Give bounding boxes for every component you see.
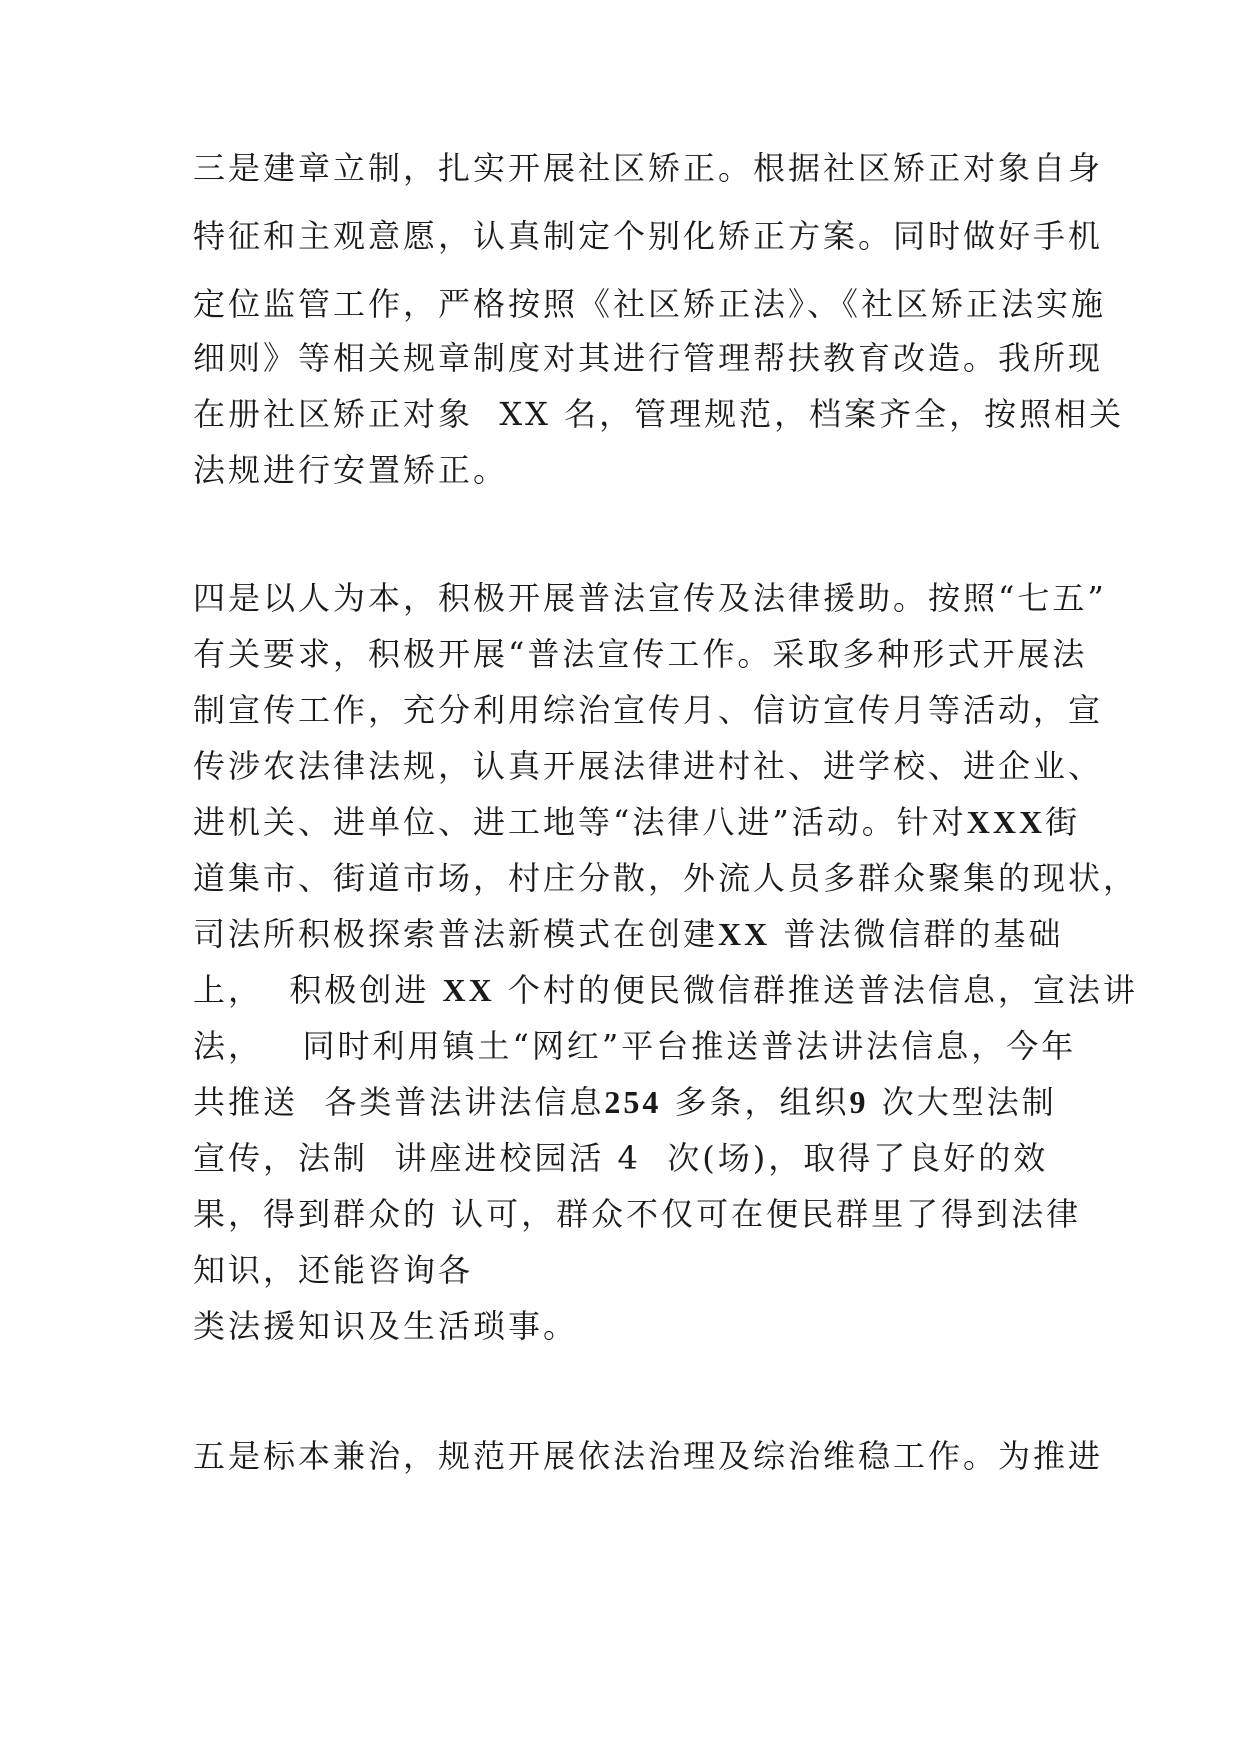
- text-line: 特征和主观意愿，认真制定个别化矫正方案。同时做好手机: [193, 217, 1104, 255]
- text-line: 五是标本兼治，规范开展依法治理及综治维稳工作。为推进: [193, 1437, 1104, 1475]
- text-line: 共推送 各类普法讲法信息254 多条，组织9 次大型法制: [193, 1083, 1057, 1121]
- text-line: 有关要求，积极开展“普法宣传工作。采取多种形式开展法: [193, 635, 1088, 673]
- text-line: 道集市、街道市场，村庄分散，外流人员多群众聚集的现状，: [193, 859, 1139, 897]
- text-line: 制宣传工作，充分利用综治宣传月、信访宣传月等活动，宣: [193, 691, 1104, 729]
- text-line: 三是建章立制，扎实开展社区矫正。根据社区矫正对象自身: [193, 149, 1104, 187]
- text-line: 定位监管工作，严格按照《社区矫正法》、《社区矫正法实施: [193, 285, 1107, 323]
- text-line: 宣传，法制 讲座进校园活 4 次(场)，取得了良好的效: [193, 1139, 1049, 1177]
- text-line: 类法援知识及生活琐事。: [193, 1307, 579, 1345]
- text-line: 司法所积极探索普法新模式在创建XX 普法微信群的基础: [193, 915, 1064, 953]
- text-line: 上， 积极创进 XX 个村的便民微信群推送普法信息，宣法讲: [193, 971, 1138, 1009]
- text-line: 传涉农法律法规，认真开展法律进村社、进学校、进企业、: [193, 747, 1104, 785]
- text-line: 细则》等相关规章制度对其进行管理帮扶教育改造。我所现: [193, 339, 1104, 377]
- text-line: 果，得到群众的 认可，群众不仅可在便民群里了得到法律: [193, 1195, 1082, 1233]
- text-line: 法规进行安置矫正。: [193, 451, 509, 489]
- text-line: 知识，还能咨询各: [193, 1251, 474, 1289]
- text-line: 在册社区矫正对象 XX 名，管理规范，档案齐全，按照相关: [193, 395, 1125, 433]
- text-line: 法， 同时利用镇土“网红”平台推送普法讲法信息，今年: [193, 1027, 1077, 1065]
- text-line: 进机关、进单位、进工地等“法律八进”活动。针对XXX街: [193, 803, 1081, 841]
- text-line: 四是以人为本，积极开展普法宣传及法律援助。按照“七五”: [193, 579, 1107, 617]
